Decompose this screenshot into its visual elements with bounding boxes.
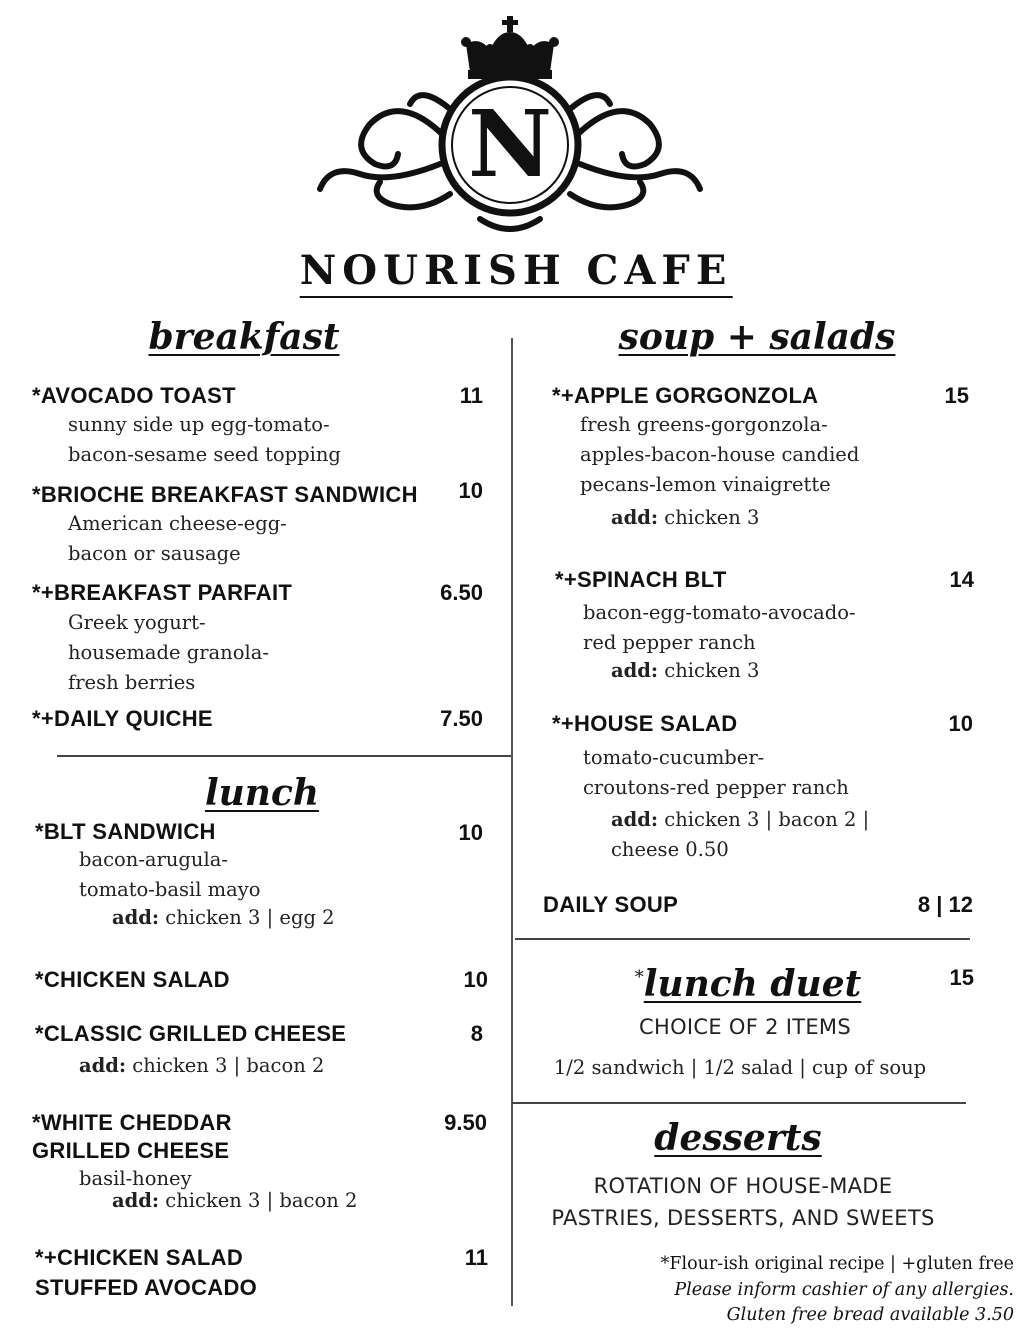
item-price: 11 (459, 383, 483, 408)
add-options: chicken 3 (658, 506, 760, 529)
item-name: GRILLED CHEESE (32, 1138, 230, 1163)
item-addons (112, 1186, 357, 1216)
item-desc: fresh berries (68, 671, 196, 694)
add-label: add: (611, 659, 659, 682)
item-price: 14 (949, 567, 974, 592)
item-desc: bacon-arugula- (79, 848, 228, 871)
item-desc: tomato-cucumber- (583, 746, 765, 769)
item-addons (611, 503, 759, 533)
item-desc: sunny side up egg-tomato- (68, 413, 330, 436)
soup-salads-heading: soup + salads (618, 316, 896, 358)
section-divider (57, 755, 511, 757)
item-desc: bacon or sausage (68, 542, 241, 565)
item-name: *BLT SANDWICH (35, 819, 216, 844)
add-options: chicken 3 (658, 659, 760, 682)
item-name: *+SPINACH BLT (555, 567, 727, 592)
item-desc: pecans-lemon vinaigrette (580, 473, 831, 496)
item-price: 8 (470, 1021, 483, 1046)
item-desc: red pepper ranch (583, 631, 756, 654)
item-addons (611, 805, 869, 835)
item-addons-cont: cheese 0.50 (611, 838, 729, 861)
lunch-duet-subtitle: CHOICE OF 2 ITEMS (639, 1015, 851, 1039)
item-name: DAILY SOUP (543, 892, 679, 917)
logo (300, 14, 724, 244)
item-desc: basil-honey (79, 1167, 192, 1190)
lunch-duet-heading (635, 956, 862, 1006)
item-desc: fresh greens-gorgonzola- (580, 413, 828, 436)
footnote-allergies: Please inform cashier of any allergies. (674, 1280, 1014, 1300)
add-label: add: (611, 506, 659, 529)
logo-monogram: N (467, 90, 553, 198)
item-price: 9.50 (444, 1110, 487, 1135)
add-options: chicken 3 | bacon 2 (126, 1054, 325, 1077)
item-price: 11 (464, 1245, 488, 1270)
item-desc: bacon-egg-tomato-avocado- (583, 601, 856, 624)
item-desc: bacon-sesame seed topping (68, 443, 341, 466)
lunch-duet-title: lunch duet (643, 963, 862, 1005)
item-price: 8 | 12 (917, 892, 973, 917)
add-label: add: (112, 1189, 160, 1212)
section-divider (512, 1102, 966, 1104)
item-name: *BRIOCHE BREAKFAST SANDWICH (32, 482, 418, 507)
item-addons (611, 656, 759, 686)
item-price: 10 (458, 478, 483, 503)
item-price: 6.50 (440, 580, 483, 605)
item-name: *CLASSIC GRILLED CHEESE (35, 1021, 347, 1046)
item-name: *AVOCADO TOAST (32, 383, 236, 408)
item-name: *+APPLE GORGONZOLA (552, 383, 819, 408)
add-label: add: (112, 906, 160, 929)
item-price: 7.50 (440, 706, 483, 731)
item-price: 10 (458, 820, 483, 845)
item-price: 15 (949, 965, 974, 990)
item-price: 15 (944, 383, 969, 408)
item-name: *+DAILY QUICHE (32, 706, 213, 731)
item-name: *+HOUSE SALAD (552, 711, 738, 736)
add-options: chicken 3 | egg 2 (159, 906, 335, 929)
desserts-line: ROTATION OF HOUSE-MADE (593, 1174, 893, 1198)
item-name: *+CHICKEN SALAD (35, 1245, 244, 1270)
lunch-duet-options: 1/2 sandwich | 1/2 salad | cup of soup (553, 1056, 927, 1079)
desserts-line: PASTRIES, DESSERTS, AND SWEETS (551, 1206, 935, 1230)
add-label: add: (611, 808, 659, 831)
add-label: add: (79, 1054, 127, 1077)
item-name: STUFFED AVOCADO (35, 1275, 258, 1300)
item-desc: tomato-basil mayo (79, 878, 261, 901)
item-name: *WHITE CHEDDAR (32, 1110, 232, 1135)
item-desc: housemade granola- (68, 641, 269, 664)
crown-monogram-logo-icon (300, 14, 724, 244)
item-desc: Greek yogurt- (68, 611, 206, 634)
item-desc: American cheese-egg- (68, 512, 287, 535)
desserts-heading: desserts (654, 1117, 822, 1159)
lunch-heading: lunch (204, 772, 320, 814)
item-desc: croutons-red pepper ranch (583, 776, 849, 799)
section-divider (515, 938, 970, 940)
item-addons (79, 1051, 324, 1081)
footnote-legend: *Flour-ish original recipe | +gluten free (660, 1254, 1014, 1274)
cafe-name: NOURISH CAFE (300, 246, 733, 298)
column-divider (511, 338, 513, 1306)
item-addons (112, 903, 335, 933)
item-desc: apples-bacon-house candied (580, 443, 860, 466)
breakfast-heading: breakfast (148, 316, 340, 358)
asterisk: * (634, 967, 644, 988)
item-name: *CHICKEN SALAD (35, 967, 230, 992)
item-name: *+BREAKFAST PARFAIT (32, 580, 293, 605)
add-options: chicken 3 | bacon 2 (159, 1189, 358, 1212)
item-price: 10 (948, 711, 973, 736)
item-price: 10 (463, 967, 488, 992)
add-options: chicken 3 | bacon 2 | (658, 808, 870, 831)
footnote-gluten-free-bread: Gluten free bread available 3.50 (726, 1305, 1014, 1325)
